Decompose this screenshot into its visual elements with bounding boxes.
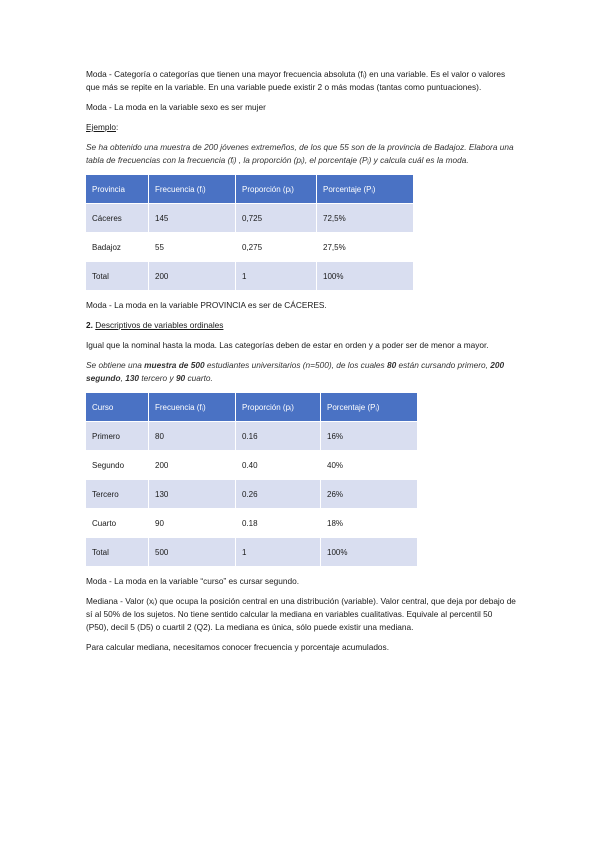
table-row <box>86 509 417 537</box>
table-row <box>86 480 417 508</box>
table-cell: 40% <box>321 451 417 479</box>
table-row <box>86 451 417 479</box>
column-header: Porcentaje (Pᵢ) <box>321 393 417 421</box>
column-header: Proporción (pᵢ) <box>236 175 316 203</box>
table-cell: 100% <box>317 262 413 290</box>
table-cell: 0.40 <box>236 451 320 479</box>
column-header: Frecuencia (fᵢ) <box>149 393 235 421</box>
ejemplo-heading: Ejemplo: <box>86 122 119 132</box>
column-header: Frecuencia (fᵢ) <box>149 175 235 203</box>
table-cell: 200 <box>149 262 235 290</box>
table-cell: 100% <box>321 538 417 566</box>
table-cell: 27,5% <box>317 233 413 261</box>
table-cell: 16% <box>321 422 417 450</box>
moda-curso-result: Moda - La moda en la variable “curso” es cursar segundo. <box>86 576 300 586</box>
table-cell: Tercero <box>86 480 148 508</box>
section-heading-ordinales: 2. Descriptivos de variables ordinales <box>86 320 224 330</box>
mediana-definition: Mediana - Valor (xᵢ) que ocupa la posición central en una distribución (variable). Valor central, que deja por debajo de sí al 50% de los sujetos. No tiene sentido calcular la mediana en variables cualitativas. Equivale al percentil 50 (P50), decil 5 (D5) o cuartil 2 (Q2). La mediana es única, sólo puede existir una mediana. <box>86 596 516 632</box>
table-cell: 90 <box>149 509 235 537</box>
table-row <box>86 262 413 290</box>
moda-definition: Moda - Categoría o categorías que tienen una mayor frecuencia absoluta (fᵢ) en una variable. Es el valor o valores que más se repite en la variable. En una variable puede existir 2 o más modas (tantas como puntuaciones). <box>86 69 506 92</box>
ejemplo-label: Ejemplo <box>86 122 116 132</box>
table-cell: 0,725 <box>236 204 316 232</box>
table-cell: 0.26 <box>236 480 320 508</box>
section-title: Descriptivos de variables ordinales <box>95 320 224 330</box>
example2-statement: Se obtiene una muestra de 500 estudiantes universitarios (n=500), de los cuales 80 están cursando primero, 200 segundo, 130 tercero y 90 cuarto. <box>86 360 505 383</box>
table-header-row <box>86 175 413 203</box>
table-cell: 55 <box>149 233 235 261</box>
document-page <box>86 68 516 661</box>
table-row <box>86 233 413 261</box>
provincia-frequency-table <box>85 174 414 291</box>
table-header-row <box>86 393 417 421</box>
table-cell: Segundo <box>86 451 148 479</box>
table-row <box>86 422 417 450</box>
table-cell: 145 <box>149 204 235 232</box>
table-cell: Total <box>86 262 148 290</box>
table-cell: 18% <box>321 509 417 537</box>
table-cell: 1 <box>236 262 316 290</box>
ordinal-description: Igual que la nominal hasta la moda. Las categorías deben de estar en orden y a poder ser de menor a mayor. <box>86 340 489 350</box>
curso-frequency-table <box>85 392 418 567</box>
table-cell: 80 <box>149 422 235 450</box>
table-cell: 1 <box>236 538 320 566</box>
mediana-note: Para calcular mediana, necesitamos conocer frecuencia y porcentaje acumulados. <box>86 642 389 652</box>
table-cell: 26% <box>321 480 417 508</box>
table-cell: 72,5% <box>317 204 413 232</box>
table-row <box>86 204 413 232</box>
moda-provincia-result: Moda - La moda en la variable PROVINCIA es ser de CÁCERES. <box>86 300 327 310</box>
column-header: Curso <box>86 393 148 421</box>
table-cell: 0,275 <box>236 233 316 261</box>
table-row <box>86 538 417 566</box>
moda-sexo-example: Moda - La moda en la variable sexo es ser mujer <box>86 102 266 112</box>
table-cell: Primero <box>86 422 148 450</box>
table-cell: Badajoz <box>86 233 148 261</box>
table-cell: 200 <box>149 451 235 479</box>
column-header: Proporción (pᵢ) <box>236 393 320 421</box>
table-cell: 0.18 <box>236 509 320 537</box>
column-header: Provincia <box>86 175 148 203</box>
table-cell: 500 <box>149 538 235 566</box>
column-header: Porcentaje (Pᵢ) <box>317 175 413 203</box>
table-cell: 130 <box>149 480 235 508</box>
table-cell: Cuarto <box>86 509 148 537</box>
table-cell: Total <box>86 538 148 566</box>
example1-statement: Se ha obtenido una muestra de 200 jóvenes extremeños, de los que 55 son de la provincia de Badajoz. Elabora una tabla de frecuencias con la frecuencia (fᵢ) , la proporción (pᵢ), el porcentaje (Pᵢ) y calcula cuál es la moda. <box>86 142 514 165</box>
table-cell: 0.16 <box>236 422 320 450</box>
table-cell: Cáceres <box>86 204 148 232</box>
